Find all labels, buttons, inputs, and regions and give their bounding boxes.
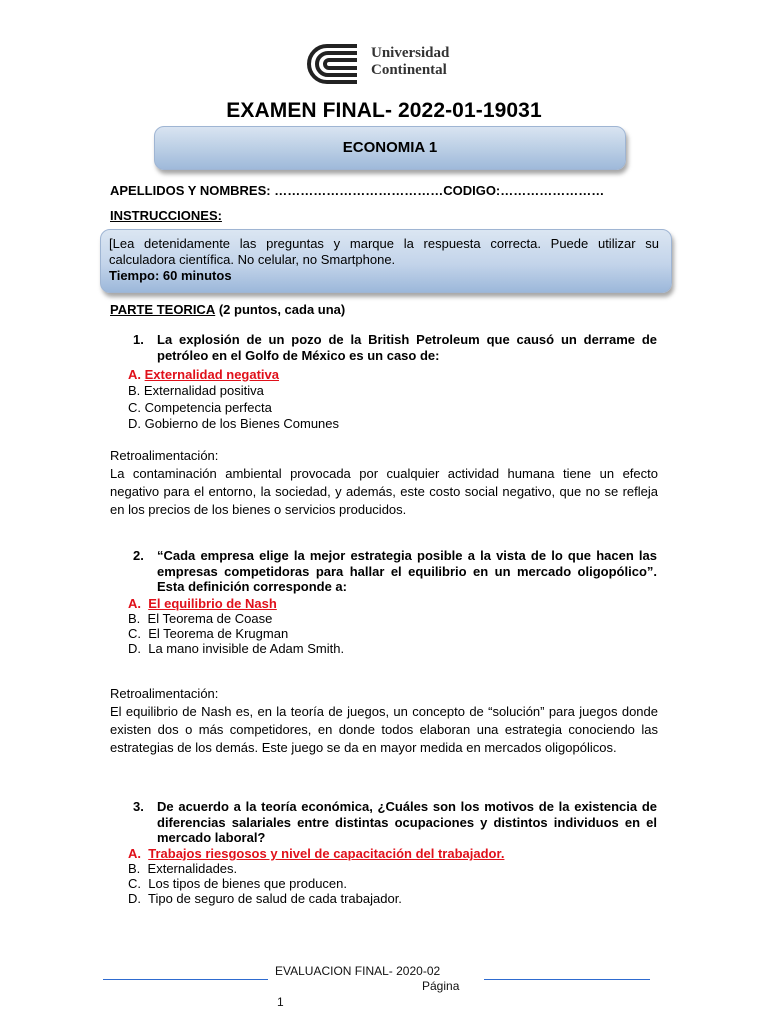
option-text: El equilibrio de Nash (148, 596, 277, 611)
option-text: Externalidad negativa (144, 367, 280, 382)
student-info-line: APELLIDOS Y NOMBRES: …………………………………CODIGO:…………………… (110, 183, 605, 198)
question-3-number: 3. (133, 799, 144, 814)
footer-rule-right (484, 979, 650, 980)
feedback-text: La contaminación ambiental provocada por cualquier actividad humana tiene un efecto negativo para el entorno, la sociedad, y además, este costo social negativo, que no se refleja en los precios de los bienes o servicios producidos. (110, 466, 658, 517)
question-2-number: 2. (133, 548, 144, 563)
university-logo-icon (305, 42, 363, 86)
feedback-label: Retroalimentación: (110, 448, 219, 463)
question-1-number: 1. (133, 332, 144, 347)
logo-line-1: Universidad (371, 45, 450, 61)
university-logo (305, 42, 475, 86)
option-letter: C. (128, 876, 141, 891)
option-letter: A. (128, 596, 141, 611)
question-3-option-d[interactable] (128, 891, 402, 907)
question-2-text: “Cada empresa elige la mejor estrategia posible a la vista de lo que hacen las empresas competidoras para hallar el equilibrio en un mercado oligopólico”. Esta definición corresponde a: (157, 548, 657, 594)
option-letter: D. (128, 416, 141, 431)
logo-wordmark (371, 45, 449, 79)
option-text: El Teorema de Krugman (148, 626, 289, 641)
option-letter: B. (128, 861, 141, 876)
question-2-option-b[interactable] (128, 611, 272, 627)
option-letter: A. (128, 367, 141, 382)
option-text: Externalidades. (147, 861, 238, 876)
question-1-feedback (110, 447, 658, 519)
course-banner (154, 126, 626, 170)
section-header (110, 302, 345, 318)
option-letter: A. (128, 846, 141, 861)
question-3-text: De acuerdo a la teoría económica, ¿Cuáles son los motivos de la existencia de diferencias salariales entre distintas ocupaciones y distintos individuos en el mercado laboral? (157, 799, 657, 845)
question-2-option-d[interactable] (128, 641, 344, 657)
option-text: La mano invisible de Adam Smith. (148, 641, 345, 656)
option-letter: C. (128, 400, 141, 415)
option-letter: D. (128, 641, 141, 656)
question-2-option-a[interactable] (128, 596, 277, 612)
question-1-option-b[interactable] (128, 383, 264, 399)
option-text: Externalidad positiva (143, 383, 264, 398)
question-3-option-c[interactable] (128, 876, 347, 892)
option-text: El Teorema de Coase (147, 611, 273, 626)
option-text: Los tipos de bienes que producen. (148, 876, 347, 891)
question-2-feedback (110, 685, 658, 757)
instructions-text-block (109, 236, 659, 284)
course-title: ECONOMIA 1 (342, 139, 438, 156)
footer-label: EVALUACION FINAL- 2020-02 (275, 964, 441, 978)
logo-line-2: Continental (371, 62, 447, 78)
option-text: Tipo de seguro de salud de cada trabajador. (148, 891, 402, 906)
question-1-option-c[interactable] (128, 400, 272, 416)
question-3-option-b[interactable] (128, 861, 237, 877)
instructions-text: [Lea detenidamente las preguntas y marque la respuesta correcta. Puede utilizar su calculadora científica. No celular, no Smartphone. (109, 236, 659, 267)
instructions-box (100, 229, 672, 293)
footer-rule-left (103, 979, 268, 980)
question-3-option-a[interactable] (128, 846, 504, 862)
footer-page-label: Página (422, 979, 460, 993)
section-title: PARTE TEORICA (110, 302, 216, 317)
question-1-option-a[interactable] (128, 367, 279, 383)
instructions-label: INSTRUCCIONES: (110, 208, 222, 223)
option-text: Gobierno de los Bienes Comunes (144, 416, 340, 431)
footer-page-number: 1 (277, 995, 284, 1009)
exam-title: EXAMEN FINAL- 2022-01-19031 (226, 99, 542, 122)
question-1-option-d[interactable] (128, 416, 339, 432)
option-text: Competencia perfecta (144, 400, 272, 415)
option-letter: B. (128, 383, 141, 398)
option-letter: D. (128, 891, 141, 906)
feedback-text: El equilibrio de Nash es, en la teoría de juegos, un concepto de “solución” para juegos donde existen dos o más competidores, en donde todos elaboran una estrategia conociendo las estrategias de los demás. Este juego se da en mayor medida en mercados oligopólicos. (110, 704, 658, 755)
option-letter: B. (128, 611, 141, 626)
question-1-text: La explosión de un pozo de la British Petroleum que causó un derrame de petróleo en el Golfo de México es un caso de: (157, 332, 657, 363)
option-letter: C. (128, 626, 141, 641)
feedback-label: Retroalimentación: (110, 686, 219, 701)
instructions-time: Tiempo: 60 minutos (109, 268, 232, 283)
option-text: Trabajos riesgosos y nivel de capacitación del trabajador. (148, 846, 505, 861)
question-2-option-c[interactable] (128, 626, 288, 642)
section-points: (2 puntos, cada una) (218, 302, 346, 317)
